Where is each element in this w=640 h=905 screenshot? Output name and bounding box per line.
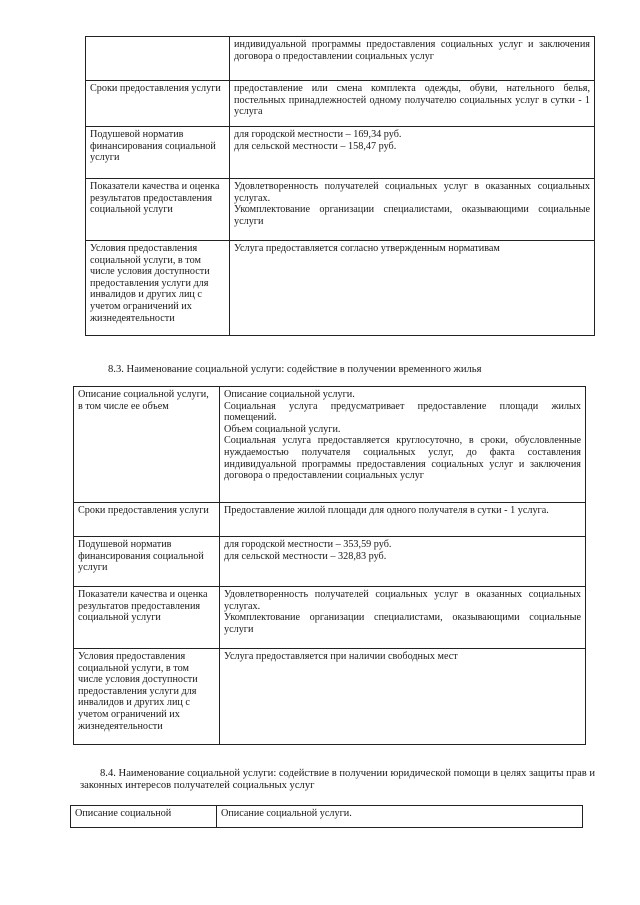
service-table-8-3 xyxy=(73,386,586,745)
table-row xyxy=(86,241,595,336)
row-content: для городской местности – 353,59 руб. для сельской местности – 328,83 руб. xyxy=(220,537,586,587)
row-content: Описание социальной услуги. xyxy=(217,806,583,828)
section-heading-8-4: 8.4. Наименование социальной услуги: содействие в получении юридической помощи в целях защиты прав и законных интересов получателей социальных услуг xyxy=(80,768,596,791)
row-label: Сроки предоставления услуги xyxy=(86,81,230,127)
table-row xyxy=(86,37,595,81)
table-row xyxy=(74,649,586,745)
row-content: Описание социальной услуги. Социальная услуга предусматривает предоставление площади жилых помещений. Объем социальной услуги. Социальная услуга предоставляется круглосуточно, в сроки, обусловленные нуждаемостью получателя социальных услуг, до факта составления индивидуальной программы предоставления социальных услуг и заключения договора о предоставлении социальных услуг xyxy=(220,387,586,503)
row-content: Услуга предоставляется согласно утвержденным нормативам xyxy=(230,241,595,336)
section-heading-8-3: 8.3. Наименование социальной услуги: содействие в получении временного жилья xyxy=(108,364,482,375)
table-row xyxy=(74,503,586,537)
row-label: Подушевой норматив финансирования социальной услуги xyxy=(86,127,230,179)
row-content: Удовлетворенность получателей социальных услуг в оказанных социальных услугах. Укомплектование организации специалистами, оказывающими социальные услуги xyxy=(230,179,595,241)
row-content: индивидуальной программы предоставления социальных услуг и заключения договора о предоставлении социальных услуг xyxy=(230,37,595,81)
table-row xyxy=(86,179,595,241)
service-table-8-4 xyxy=(70,805,583,828)
row-content: Услуга предоставляется при наличии свободных мест xyxy=(220,649,586,745)
row-label: Сроки предоставления услуги xyxy=(74,503,220,537)
row-content: Удовлетворенность получателей социальных услуг в оказанных социальных услугах. Укомплектование организации специалистами, оказывающими социальные услуги xyxy=(220,587,586,649)
table-row xyxy=(74,587,586,649)
table-row xyxy=(74,537,586,587)
table-row xyxy=(71,806,583,828)
table-row xyxy=(86,127,595,179)
table-row xyxy=(74,387,586,503)
row-label: Описание социальной услуги, в том числе ее объем xyxy=(74,387,220,503)
row-content: для городской местности – 169,34 руб. для сельской местности – 158,47 руб. xyxy=(230,127,595,179)
service-table-8-2 xyxy=(85,36,595,336)
row-label xyxy=(86,37,230,81)
row-label: Условия предоставления социальной услуги, в том числе условия доступности предоставления услуги для инвалидов и других лиц с учетом ограничений их жизнедеятельности xyxy=(86,241,230,336)
row-label: Подушевой норматив финансирования социальной услуги xyxy=(74,537,220,587)
row-content: Предоставление жилой площади для одного получателя в сутки - 1 услуга. xyxy=(220,503,586,537)
row-content: предоставление или смена комплекта одежды, обуви, нательного белья, постельных принадлежностей одному получателю социальных услуг в сутки - 1 услуга xyxy=(230,81,595,127)
row-label: Условия предоставления социальной услуги, в том числе условия доступности предоставления услуги для инвалидов и других лиц с учетом ограничений их жизнедеятельности xyxy=(74,649,220,745)
table-row xyxy=(86,81,595,127)
row-label: Показатели качества и оценка результатов предоставления социальной услуги xyxy=(86,179,230,241)
row-label: Описание социальной xyxy=(71,806,217,828)
row-label: Показатели качества и оценка результатов предоставления социальной услуги xyxy=(74,587,220,649)
